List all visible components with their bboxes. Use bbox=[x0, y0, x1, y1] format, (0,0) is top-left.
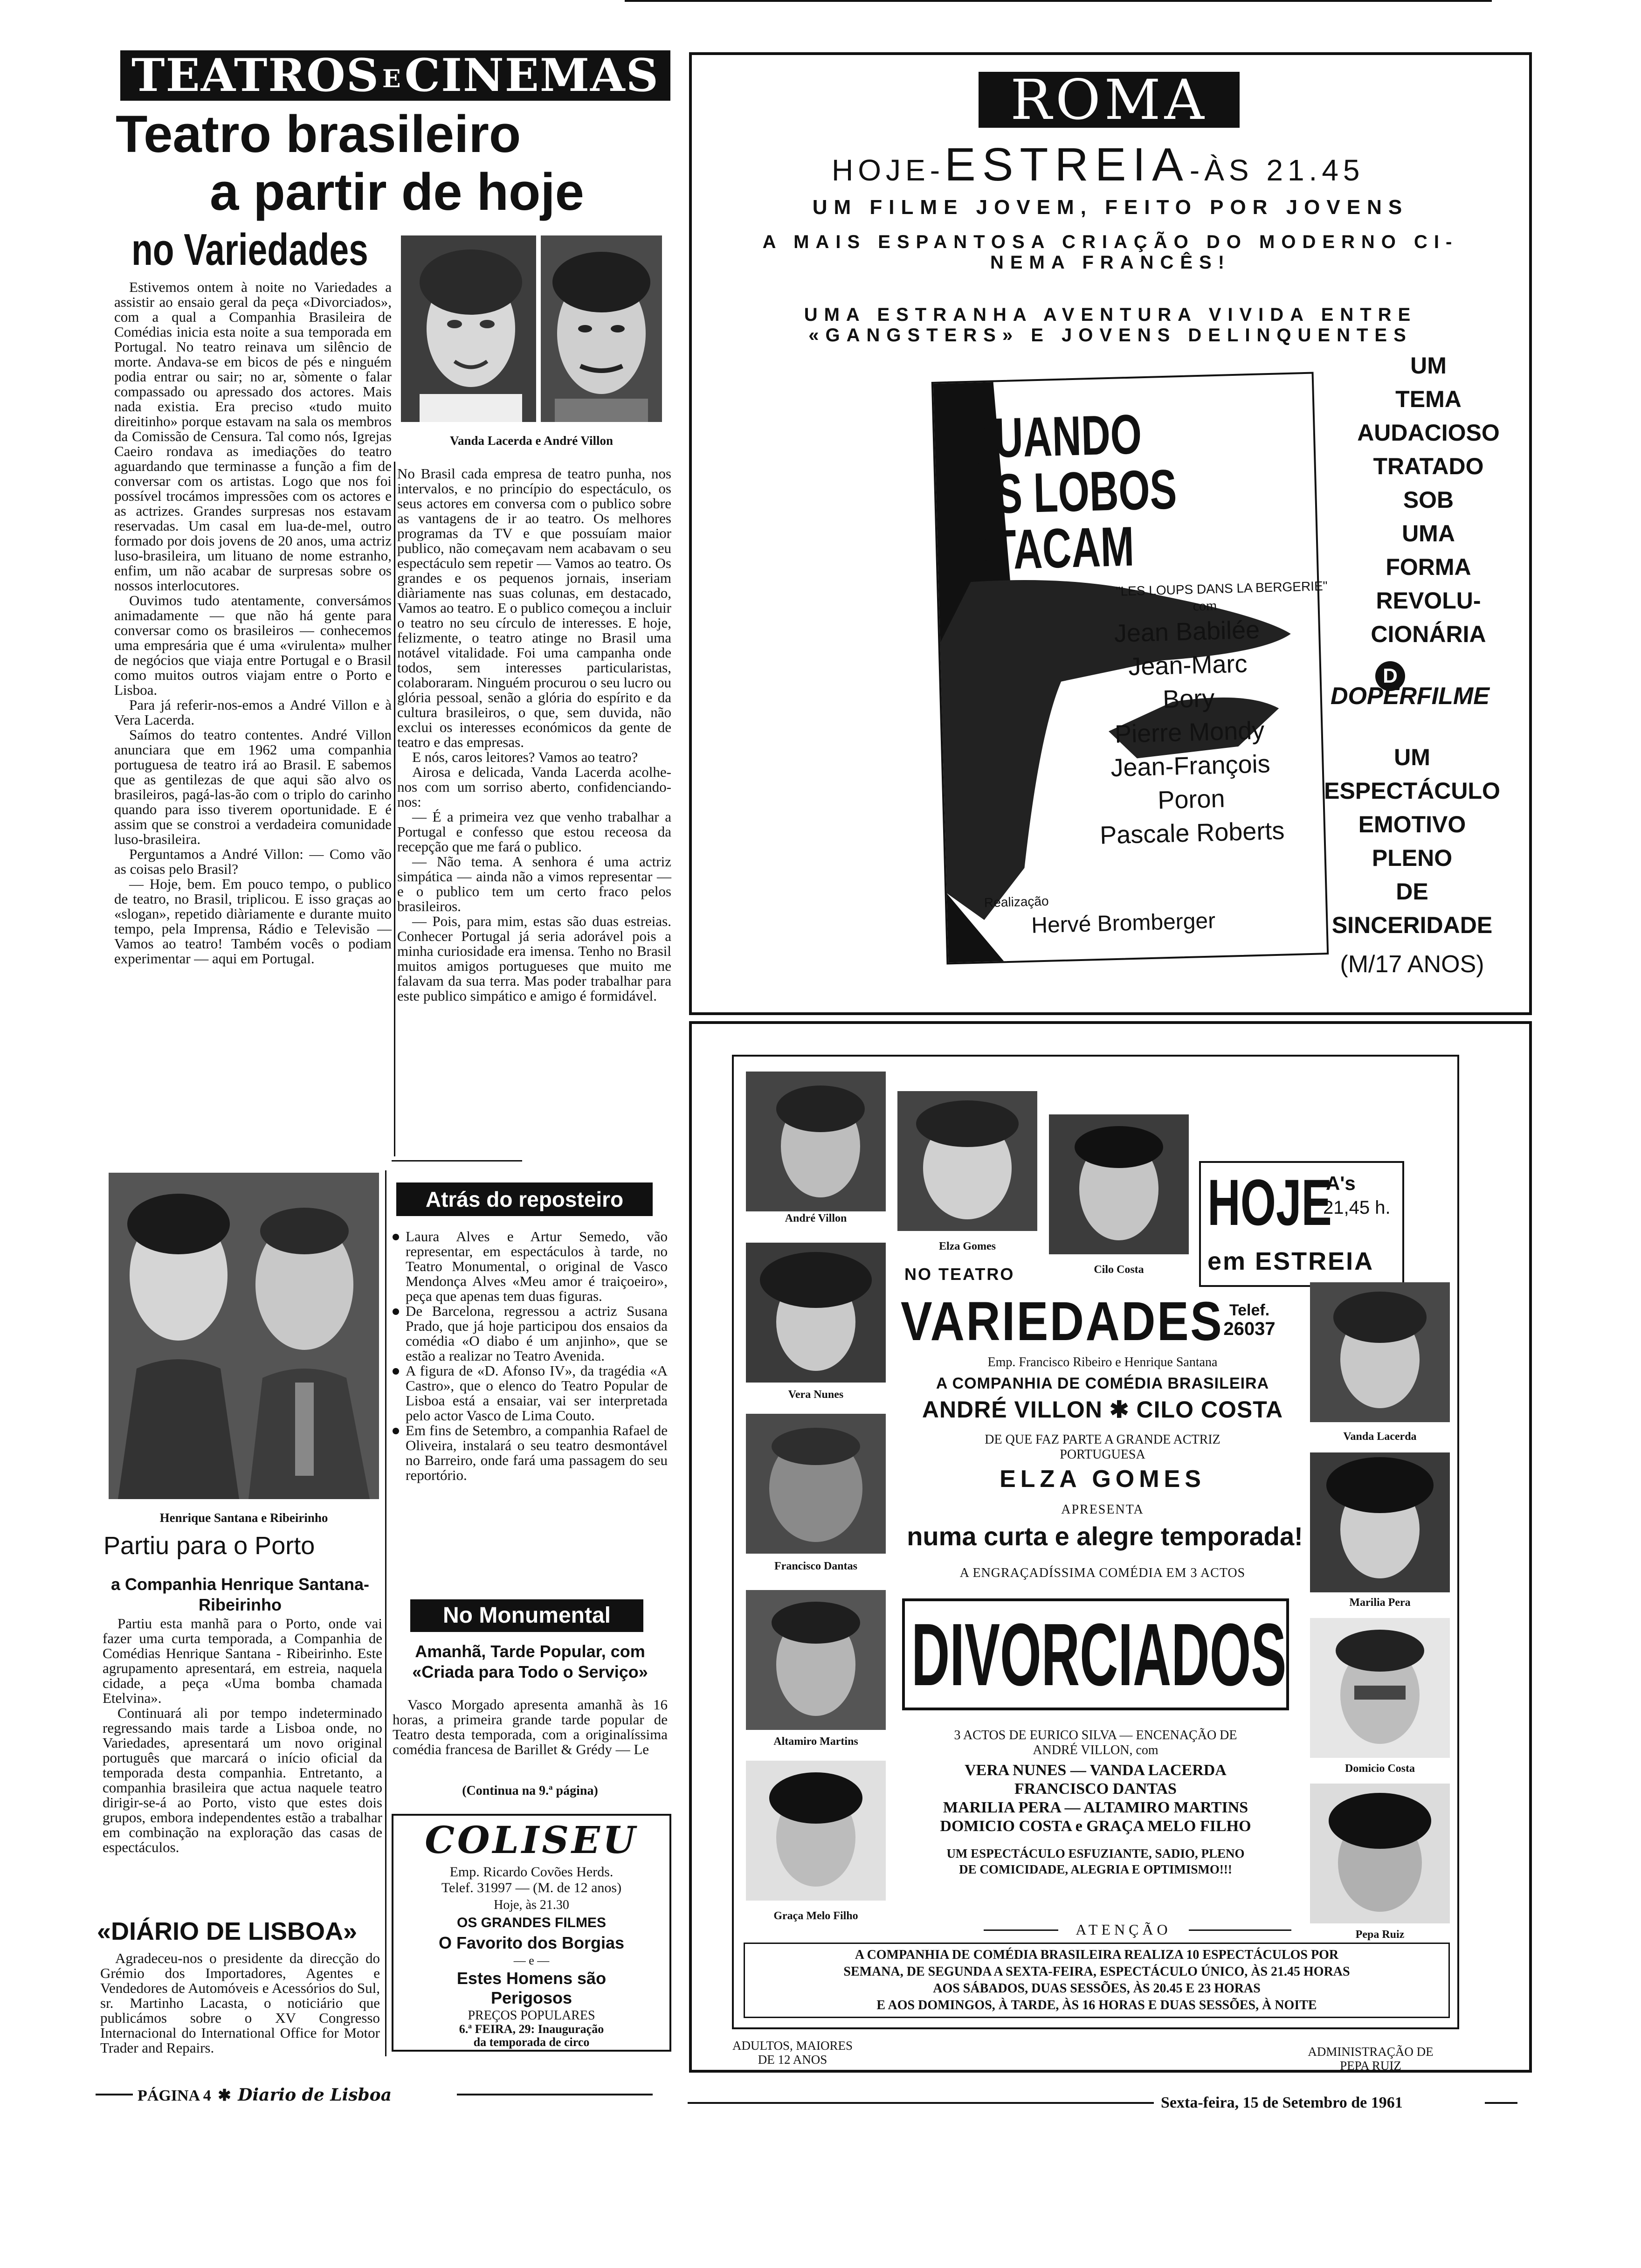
telef-label: Telef. bbox=[1229, 1301, 1270, 1319]
photo-domicio-costa bbox=[1310, 1618, 1450, 1758]
footer-rule-left-a bbox=[96, 2094, 133, 2095]
footer-left-line: DE 12 ANOS bbox=[758, 2053, 827, 2067]
caption-cilo-costa: Cilo Costa bbox=[1094, 1264, 1144, 1276]
caption-elza-gomes: Elza Gomes bbox=[939, 1240, 996, 1252]
variedades-slogan-b: DE COMICIDADE, ALEGRIA E OPTIMISMO!!! bbox=[959, 1862, 1232, 1876]
photo-elza-gomes bbox=[897, 1091, 1037, 1231]
col1-paragraph: Perguntamos a André Villon: — Como vão as coisas pelo Brasil? bbox=[114, 846, 392, 877]
hoje-em-estreia: em ESTREIA bbox=[1207, 1247, 1374, 1275]
coliseu-film-1: O Favorito dos Borgias bbox=[438, 1933, 625, 1952]
roma-right-line: DE bbox=[1396, 878, 1428, 905]
roma-right-line: PLENO bbox=[1372, 845, 1453, 871]
variedades-partof-b: PORTUGUESA bbox=[1060, 1447, 1145, 1462]
photo-graca-melo-filho bbox=[746, 1761, 886, 1901]
article-end-rule bbox=[392, 1160, 522, 1162]
variedades-cast-3: MARILIA PERA — ALTAMIRO MARTINS bbox=[943, 1799, 1248, 1816]
variedades-title: VARIEDADES bbox=[901, 1291, 1224, 1352]
reposteiro-item: A figura de «D. Afonso IV», da tragédia «A Castro», que o elenco do Teatro Popular de Lisboa está a ensaiar, vai ser interpretada pelo actor Vasco de Lima Couto. bbox=[393, 1363, 668, 1423]
poster-title-3: ATACAM bbox=[965, 515, 1135, 582]
variedades-cast-1: VERA NUNES — VANDA LACERDA bbox=[965, 1762, 1227, 1779]
caption-andre-villon: André Villon bbox=[785, 1212, 847, 1224]
caption-domicio-costa: Domicio Costa bbox=[1345, 1763, 1415, 1775]
roma-logo bbox=[979, 68, 1240, 132]
roma-rating: (M/17 ANOS) bbox=[1340, 951, 1484, 978]
footer-right-line: PEPA RUIZ bbox=[1340, 2059, 1401, 2073]
diario-headline: «DIÁRIO DE LISBOA» bbox=[97, 1917, 358, 1945]
diario-body bbox=[100, 1950, 380, 2056]
coliseu-line2: Telef. 31997 — (M. de 12 anos) bbox=[441, 1880, 622, 1895]
porto-paragraph: Continuará ali por tempo indeterminado regressando mais tarde a Lisboa onde, no Variedades, apresentará um novo original português que marcará o início oficial da temporada desta companhia. Entretanto, a companhia brasileira que actua naquele teatro dirigir-se-á ao Porto, visto que estes dois grupos, embora independentes estão a trabalhar em combinação na exploração das casas de espectáculos. bbox=[103, 1705, 382, 1855]
roma-ad bbox=[689, 52, 1532, 1015]
caption-graca-melo-filho: Graça Melo Filho bbox=[773, 1910, 858, 1922]
monumental-title: No Monumental bbox=[410, 1599, 643, 1632]
section-title-word-1: TEATROS bbox=[131, 49, 380, 102]
caption-pepa-ruiz: Pepa Ruiz bbox=[1355, 1929, 1405, 1941]
top-rule bbox=[625, 0, 1492, 2]
roma-right-line: SINCERIDADE bbox=[1331, 912, 1493, 938]
footer-star: ✱ bbox=[218, 2087, 231, 2104]
col2-paragraph: Airosa e delicada, Vanda Lacerda acolhe-nos com um sorriso aberto, confidenciando-nos: bbox=[397, 764, 671, 810]
monumental-body bbox=[393, 1697, 668, 1772]
variedades-slogan-a: UM ESPECTÁCULO ESFUZIANTE, SADIO, PLENO bbox=[946, 1846, 1245, 1860]
photo-henrique-santana-ribeirinho bbox=[109, 1173, 379, 1499]
variedades-leads: ANDRÉ VILLON ✱ CILO COSTA bbox=[922, 1397, 1283, 1423]
roma-logo-text: ROMA bbox=[1010, 68, 1208, 132]
roma-tagline-3b: «GANGSTERS» E JOVENS DELINQUENTES bbox=[808, 325, 1413, 346]
coliseu-line3: Hoje, às 21.30 bbox=[494, 1898, 569, 1912]
photo-marilia-pera bbox=[1310, 1452, 1450, 1592]
atencao-label: ATENÇÃO bbox=[1076, 1921, 1172, 1938]
variedades-partof-a: DE QUE FAZ PARTE A GRANDE ACTRIZ bbox=[985, 1432, 1220, 1447]
coliseu-line5: 6.ª FEIRA, 29: Inauguração bbox=[459, 2022, 604, 2036]
reposteiro-title: Atrás do reposteiro bbox=[396, 1182, 653, 1216]
roma-right-line: SOB bbox=[1403, 487, 1454, 513]
coliseu-film-2b: Perigosos bbox=[490, 1988, 572, 2007]
photo-cilo-costa bbox=[1049, 1114, 1189, 1254]
notice-line: E AOS DOMINGOS, À TARDE, ÀS 16 HORAS E DUAS SESSÕES, À NOITE bbox=[876, 1998, 1317, 2012]
hoje-word: HOJE bbox=[1207, 1166, 1332, 1239]
coliseu-line6: da temporada de circo bbox=[473, 2035, 590, 2049]
roma-poster bbox=[931, 372, 1329, 964]
distributor-logo bbox=[1331, 661, 1517, 717]
coliseu-film-2a: Estes Homens são bbox=[456, 1969, 607, 1988]
divorciados-box bbox=[902, 1598, 1289, 1710]
footer-left-note bbox=[718, 2039, 867, 2067]
col1-paragraph: — Hoje, bem. Em pouco tempo, o publico de teatro, no Brasil, triplicou. E isso graças ao «slogan», repetido diàriamente e durante muito tempo, pela Imprensa, Rádio e Televisão — Vamos ao teatro! Também vocês o podiam experimentar — aqui em Portugal. bbox=[114, 876, 392, 967]
poster-cast-member: Poron bbox=[1157, 784, 1226, 815]
col1-paragraph: Saímos do teatro contentes. André Villon anunciara que em 1962 uma companhia portuguesa de teatro irá ao Brasil. E sabemos que as gentilezas de que aqui são alvo os brasileiros, pagá-las-ão com o triplo do carinho quando para isso tiverem oportunidade. E é assim que se constroi a verdadeira comunidade luso-brasileira. bbox=[114, 726, 392, 847]
coliseu-sep: — e — bbox=[513, 1954, 550, 1967]
roma-right-line: CIONÁRIA bbox=[1371, 621, 1486, 647]
footer-date: Sexta-feira, 15 de Setembro de 1961 bbox=[1161, 2094, 1403, 2111]
porto-paragraph: Partiu esta manhã para o Porto, onde vai fazer uma curta temporada, a Companhia de Comédias Henrique Santana - Ribeirinho. Este agrupamento apresentará, em estreia, naquela cidade, a peça «Uma bomba chamada Etelvina». bbox=[103, 1615, 382, 1706]
roma-right-line: UM bbox=[1410, 353, 1447, 379]
roma-right-block-1 bbox=[1331, 349, 1526, 651]
main-article-column-2 bbox=[397, 466, 671, 1156]
caption-marilia-pera: Marilia Pera bbox=[1349, 1597, 1411, 1609]
headline-line-3 bbox=[131, 227, 397, 273]
poster-director-label: Realização bbox=[984, 893, 1049, 910]
hoje-as: A's bbox=[1326, 1172, 1356, 1194]
coliseu-prices: PREÇOS POPULARES bbox=[468, 2008, 595, 2023]
roma-tagline-2b: NEMA FRANCÊS! bbox=[990, 252, 1231, 273]
roma-right-block-2 bbox=[1298, 740, 1526, 942]
reposteiro-item: Em fins de Setembro, a companhia Rafael de Oliveira, instalará o seu teatro desmontável no Barreiro, onde fará uma passagem do seu reportório. bbox=[393, 1423, 668, 1483]
poster-director: Hervé Bromberger bbox=[1031, 908, 1216, 938]
atencao-rule-left bbox=[984, 1929, 1058, 1931]
diario-paragraph: Agradeceu-nos o presidente da direcção do Grémio dos Importadores, Agentes e Vendedores de Automóveis e Acessórios do Sul, sr. Martinho Lacasta, o noticiário que publicámos sobre o XV Congresso Internacional do International Office for Motor Trader and Repairs. bbox=[100, 1950, 380, 2056]
headline-line-3-text: no Variedades bbox=[131, 225, 368, 275]
reposteiro-list bbox=[393, 1229, 668, 1593]
poster-cast-member: Jean Babilée bbox=[1114, 615, 1260, 648]
poster-cast-member: Pascale Roberts bbox=[1099, 816, 1285, 850]
footer-right-line: ADMINISTRAÇÃO DE bbox=[1308, 2045, 1434, 2059]
roma-right-line: TRATADO bbox=[1373, 453, 1484, 479]
headline-line-1: Teatro brasileiro bbox=[116, 105, 521, 163]
roma-tagline-1: UM FILME JOVEM, FEITO POR JOVENS bbox=[812, 196, 1409, 219]
photo-pepa-ruiz bbox=[1310, 1784, 1450, 1923]
distributor-letter: D bbox=[1383, 664, 1398, 687]
column-divider-2 bbox=[385, 1170, 386, 2056]
footer-rule-right-b bbox=[1485, 2102, 1517, 2104]
section-title bbox=[120, 50, 670, 101]
main-article-column-1 bbox=[114, 280, 392, 1161]
col1-paragraph: Ouvimos tudo atentamente, conversámos animadamente — que não há gente para conversar como os brasileiros — conhecemos uma empresária que é uma «virulenta» mulher de negócios que viaja entre Portugal e o Brasil como muitos outros viajam entre o Porto e Lisboa. bbox=[114, 592, 392, 698]
photo-andre-villon-ad bbox=[746, 1072, 886, 1211]
roma-tagline-2a: A MAIS ESPANTOSA CRIAÇÃO DO MODERNO CI- bbox=[762, 232, 1459, 252]
caption-francisco-dantas: Francisco Dantas bbox=[774, 1560, 857, 1572]
coliseu-line1: Emp. Ricardo Covões Herds. bbox=[449, 1864, 614, 1880]
poster-cast-member: Pierre Mondy bbox=[1114, 716, 1265, 748]
variedades-apresenta: APRESENTA bbox=[1061, 1502, 1144, 1517]
no-teatro-label: NO TEATRO bbox=[904, 1265, 1015, 1284]
variedades-telef bbox=[1212, 1301, 1287, 1338]
poster-original-title: "LES LOUPS DANS LA BERGERIE" bbox=[1116, 578, 1328, 599]
col2-paragraph: — É a primeira vez que venho trabalhar a Portugal e confesso que estou receosa da recepção que me fará o publico. bbox=[397, 809, 671, 855]
photo-vanda-lacerda-ad bbox=[1310, 1282, 1450, 1422]
photo-caption-henrique-ribeirinho: Henrique Santana e Ribeirinho bbox=[159, 1511, 328, 1525]
caption-vera-nunes: Vera Nunes bbox=[788, 1389, 844, 1401]
notice-line: SEMANA, DE SEGUNDA A SEXTA-FEIRA, ESPECTÁCULO ÚNICO, ÀS 21.45 HORAS bbox=[843, 1964, 1350, 1979]
col2-paragraph: No Brasil cada empresa de teatro punha, nos intervalos, e no princípio do espectáculo, os seus actores em conversa com o publico sobre as vantagens de ir ao teatro. Os melhores programas da TV e que possuíam maior publico, não começavam nem acabavam o seu espectáculo sem repetir — Vamos ao teatro. Os grandes e os pequenos jornais, inseriam diàriamente nas suas colunas, em destacado, Vamos ao teatro. E o publico começou a incluir o teatro no seu círculo de interesses. E hoje, felizmente, o teatro atinge no Brasil uma notável vitalidade. Foi uma campanha onde todos, sem interesses particularistas, colaboraram. Ninguém procurou o seu lucro ou glória pessoal, senão a glória do espírito e da cultura brasileiros, o que, sem duvida, não exclui os interesses económicos da gente de teatro e das empresas. bbox=[397, 465, 671, 750]
hoje-box bbox=[1199, 1161, 1404, 1287]
roma-right-line: REVOLU- bbox=[1376, 588, 1481, 614]
footer-paper-name: Diario de Lisboa bbox=[238, 2085, 392, 2105]
hoje-time: 21,45 h. bbox=[1323, 1197, 1391, 1218]
photo-francisco-dantas bbox=[746, 1414, 886, 1554]
footer-rule-left-b bbox=[457, 2094, 653, 2095]
distributor-name: DOPERFILME bbox=[1331, 683, 1489, 710]
roma-tagline-3a: UMA ESTRANHA AVENTURA VIVIDA ENTRE bbox=[804, 304, 1417, 325]
reposteiro-item: Laura Alves e Artur Semedo, vão representar, em espectáculos à tarde, no Teatro Monumental, o original de Vasco Mendonça Alves «Meu amor é traiçoeiro», peça que apenas tem duas figuras. bbox=[393, 1229, 668, 1304]
roma-right-line: ESPECTÁCULO bbox=[1324, 778, 1500, 804]
section-title-e: E bbox=[382, 65, 402, 94]
photo-vera-nunes bbox=[746, 1243, 886, 1383]
variedades-star: ELZA GOMES bbox=[1000, 1466, 1206, 1493]
reposteiro-item: De Barcelona, regressou a actriz Susana Prado, que já hoje participou dos ensaios da comédia «O diabo é um anjinho», que se estão a realizar no Teatro Avenida. bbox=[393, 1304, 668, 1363]
roma-right-line: EMOTIVO bbox=[1358, 811, 1466, 837]
variedades-comedy: A ENGRAÇADÍSSIMA COMÉDIA EM 3 ACTOS bbox=[959, 1566, 1246, 1580]
variedades-emp: Emp. Francisco Ribeiro e Henrique Santana bbox=[987, 1355, 1218, 1369]
telef-number: 26037 bbox=[1223, 1319, 1276, 1339]
col2-paragraph: — Não tema. A senhora é uma actriz simpática — ainda não a vimos representar — e o publico tem um certo fraco pelos brasileiros. bbox=[397, 853, 671, 914]
poster-cast-member: Bory bbox=[1162, 684, 1215, 714]
variedades-credits-b: ANDRÉ VILLON, com bbox=[1033, 1743, 1158, 1757]
col2-paragraph: E nós, caros leitores? Vamos ao teatro? bbox=[412, 749, 638, 765]
notice-line: A COMPANHIA DE COMÉDIA BRASILEIRA REALIZA 10 ESPECTÁCULOS POR bbox=[855, 1948, 1339, 1962]
atencao-rule-right bbox=[1189, 1929, 1291, 1931]
notice-line: AOS SÁBADOS, DUAS SESSÕES, ÀS 20.45 E 23 HORAS bbox=[933, 1981, 1261, 1996]
variedades-company: A COMPANHIA DE COMÉDIA BRASILEIRA bbox=[936, 1375, 1269, 1392]
variedades-cast-2: FRANCISCO DANTAS bbox=[1014, 1780, 1177, 1798]
roma-premiere-word: ESTREIA bbox=[945, 138, 1190, 191]
photo-vanda-lacerda bbox=[401, 235, 536, 422]
variedades-credits-a: 3 ACTOS DE EURICO SILVA — ENCENAÇÃO DE bbox=[954, 1728, 1237, 1742]
col1-paragraph: Para já referir-nos-emos a André Villon e à Vera Lacerda. bbox=[114, 697, 392, 728]
poster-title-1: QUANDO bbox=[962, 403, 1143, 470]
monumental-headline: Amanhã, Tarde Popular, com «Criada para Todo o Serviço» bbox=[412, 1642, 648, 1681]
porto-subhead: a Companhia Henrique Santana-Ribeirinho bbox=[110, 1575, 370, 1614]
variedades-season: numa curta e alegre temporada! bbox=[907, 1521, 1303, 1551]
photo-altamiro-martins bbox=[746, 1590, 886, 1730]
poster-title-2: OS LOBOS bbox=[963, 458, 1178, 526]
col2-paragraph: — Pois, para mim, estas são duas estreias. Conhecer Portugal já seria adorável pois a minha curiosidade era imensa. Tenho no Brasil muitos amigos portugueses que muito me falavam da sua terra. Mas poder trabalhar para este publico simpático e amigo é formidável. bbox=[397, 913, 671, 1004]
poster-cast-member: Jean-Marc bbox=[1128, 650, 1248, 681]
atencao-notice bbox=[744, 1943, 1450, 2018]
monumental-paragraph: Vasco Morgado apresenta amanhã às 16 horas, a primeira grande tarde popular de Teatro desta temporada, com a originalíssima comédia francesa de Barillet & Grédy — Le bbox=[393, 1696, 668, 1757]
footer-rule-right-a bbox=[688, 2102, 1154, 2104]
column-divider bbox=[394, 462, 395, 1156]
coliseu-ad bbox=[392, 1814, 671, 2052]
caption-altamiro-martins: Altamiro Martins bbox=[773, 1736, 858, 1748]
footer-page-number: PÁGINA 4 bbox=[138, 2087, 211, 2104]
roma-right-line: FORMA bbox=[1386, 554, 1471, 580]
caption-vanda-lacerda: Vanda Lacerda bbox=[1343, 1431, 1417, 1443]
coliseu-name: COLISEU bbox=[425, 1818, 638, 1862]
section-title-word-2: CINEMAS bbox=[404, 49, 659, 102]
headline-line-2: a partir de hoje bbox=[210, 163, 584, 221]
roma-right-line: TEMA bbox=[1395, 386, 1462, 412]
roma-right-line: UMA bbox=[1402, 520, 1455, 546]
footer-right-note bbox=[1277, 2045, 1464, 2073]
photo-caption-vanda-andre: Vanda Lacerda e André Villon bbox=[449, 434, 614, 448]
roma-premiere-time: -ÀS 21.45 bbox=[1189, 153, 1365, 187]
footer-left-line: ADULTOS, MAIORES bbox=[732, 2039, 853, 2053]
roma-right-line: UM bbox=[1394, 744, 1430, 770]
porto-body bbox=[103, 1616, 382, 1905]
roma-premiere bbox=[832, 138, 1438, 189]
monumental-continued: (Continua na 9.ª página) bbox=[462, 1784, 598, 1798]
photo-andre-villon bbox=[541, 235, 662, 422]
poster-cast bbox=[1065, 612, 1314, 853]
poster-cast-member: Jean-François bbox=[1110, 750, 1271, 782]
footer-page bbox=[138, 2083, 464, 2107]
variedades-cast-4: DOMICIO COSTA e GRAÇA MELO FILHO bbox=[940, 1818, 1251, 1835]
roma-right-line: AUDACIOSO bbox=[1357, 420, 1500, 446]
porto-headline: Partiu para o Porto bbox=[103, 1532, 315, 1560]
col1-paragraph: Estivemos ontem à noite no Variedades a assistir ao ensaio geral da peça «Divorciados», com a qual a Companhia Brasileira de Comédias inicia esta noite a sua temporada em Portugal. No teatro reinava um silêncio de morte. Andava-se em bicos de pés e ninguém podia entrar ou sair; no ar, sòmente o falar compassado ou apressado dos actores. Mais nada existia. Era preciso «tudo muito direitinho» porque estavam na sala os membros da Comissão de Censura. Tal como nós, Igrejas Caeiro rondava as imediações do teatro aguardando que terminasse a função a fim de conversar com os artistas. Logo que nos foi possível trocámos impressões com os actores e as actrizes. Grandes surpresas nos estavam reservadas. Um casal em lua-de-mel, outro formado por dois jovens de 20 anos, uma actriz luso-brasileira, um lituano de nome estranho, enfim, um não acabar de surpresas sobre os nossos interlocutores. bbox=[114, 279, 392, 594]
poster-with: com bbox=[1193, 598, 1217, 614]
coliseu-line4: OS GRANDES FILMES bbox=[456, 1915, 607, 1930]
divorciados-title: DIVORCIADOS bbox=[911, 1605, 1287, 1704]
roma-premiere-prefix: HOJE- bbox=[832, 153, 945, 187]
